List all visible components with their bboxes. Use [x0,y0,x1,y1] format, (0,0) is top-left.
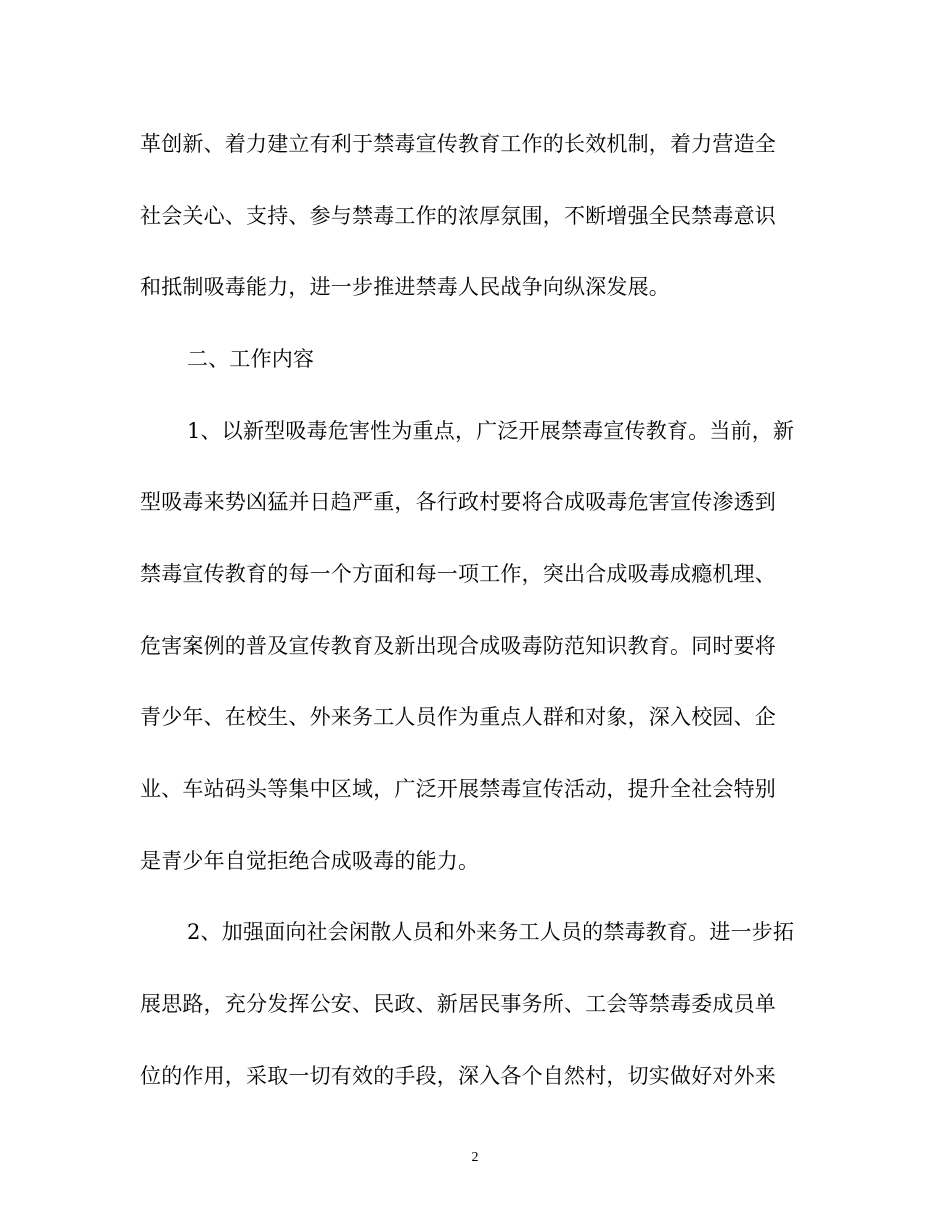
body-text-line: 社会关心、支持、参与禁毒工作的浓厚氛围，不断增强全民禁毒意识 [140,204,776,228]
body-text-line: 位的作用，采取一切有效的手段，深入各个自然村，切实做好对外来 [140,1064,776,1088]
body-text-line: 禁毒宣传教育的每一个方面和每一项工作，突出合成吸毒成瘾机理、 [140,562,776,586]
body-text-line: 业、车站码头等集中区域，广泛开展禁毒宣传活动，提升全社会特别 [140,777,776,801]
section-heading: 二、工作内容 [187,347,315,371]
body-text-line: 青少年、在校生、外来务工人员作为重点人群和对象，深入校园、企 [140,705,776,729]
body-text-line: 型吸毒来势凶猛并日趋严重，各行政村要将合成吸毒危害宣传渗透到 [140,490,776,514]
body-text-line: 展思路，充分发挥公安、民政、新居民事务所、工会等禁毒委成员单 [140,992,776,1016]
body-text-line: 1、以新型吸毒危害性为重点，广泛开展禁毒宣传教育。当前，新 [187,419,795,443]
body-text-line: 是青少年自觉拒绝合成吸毒的能力。 [140,849,480,873]
body-text-line: 危害案例的普及宣传教育及新出现合成吸毒防范知识教育。同时要将 [140,634,776,658]
page-number: 2 [471,1150,479,1165]
body-text-line: 2、加强面向社会闲散人员和外来务工人员的禁毒教育。进一步拓 [187,920,795,944]
body-text-line: 和抵制吸毒能力，进一步推进禁毒人民战争向纵深发展。 [140,275,670,299]
body-text-line: 革创新、着力建立有利于禁毒宣传教育工作的长效机制，着力营造全 [140,132,776,156]
